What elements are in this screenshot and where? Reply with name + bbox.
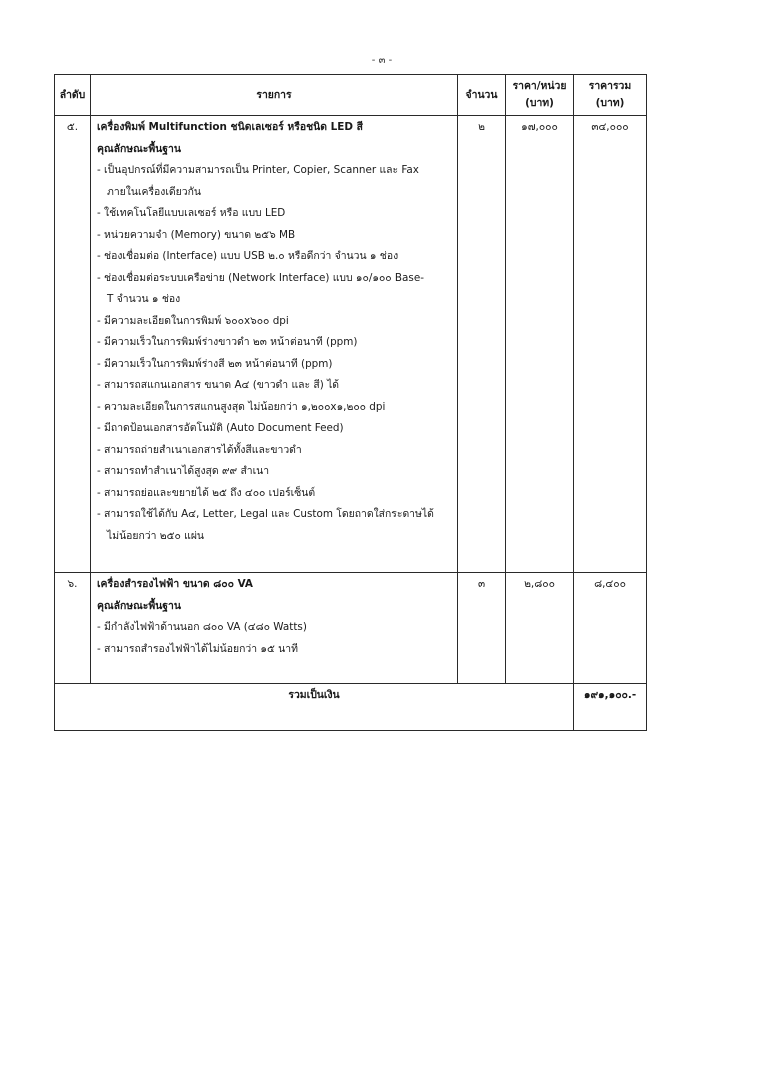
item-title: เครื่องพิมพ์ Multifunction ชนิดเลเซอร์ หรือชนิด LED สี (97, 121, 363, 133)
spec-line: - มีความเร็วในการพิมพ์ร่างขาวดำ ๒๓ หน้าต่อนาที (ppm) (97, 336, 358, 348)
spec-line: - สามารถสแกนเอกสาร ขนาด A๔ (ขาวดำ และ สี) ได้ (97, 379, 340, 391)
grand-total-value: ๑๙๑,๑๐๐.- (574, 684, 647, 731)
header-unit-price-line2: (บาท) (525, 97, 554, 109)
spec-line: - หน่วยความจำ (Memory) ขนาด ๒๕๖ MB (97, 228, 296, 241)
spec-line: - มีกำลังไฟฟ้าด้านนอก ๘๐๐ VA (๔๘๐ Watts) (97, 621, 307, 633)
item-quantity: ๓ (458, 573, 506, 684)
spec-line (97, 504, 451, 547)
header-quantity: จำนวน (458, 75, 506, 116)
spec-list (97, 160, 451, 547)
spec-text: - ช่องเชื่อมต่อระบบเครือข่าย (Network Interface) แบบ ๑๐/๑๐๐ Base- (97, 271, 424, 284)
grand-total-label: รวมเป็นเงิน (55, 684, 574, 731)
header-description: รายการ (91, 75, 458, 116)
table-header-row (55, 75, 647, 116)
spec-continuation: ภายในเครื่องเดียวกัน (107, 185, 201, 198)
page-number: - ๓ - (371, 55, 393, 66)
table-row (55, 116, 647, 573)
item-subtitle: คุณลักษณะพื้นฐาน (97, 599, 181, 612)
item-description (91, 573, 458, 684)
row-number: ๕. (55, 116, 91, 573)
item-total-price: ๘,๔๐๐ (574, 573, 647, 684)
spec-line: - สามารถสำรองไฟฟ้าได้ไม่น้อยกว่า ๑๕ นาที (97, 642, 298, 655)
spec-line: - มีความละเอียดในการพิมพ์ ๖๐๐x๖๐๐ dpi (97, 314, 289, 327)
header-unit-price (506, 75, 574, 116)
spec-continuation: ไม่น้อยกว่า ๒๕๐ แผ่น (107, 529, 205, 542)
item-subtitle: คุณลักษณะพื้นฐาน (97, 142, 181, 155)
table-row (55, 573, 647, 684)
spec-line: - ใช้เทคโนโลยีแบบเลเซอร์ หรือ แบบ LED (97, 207, 286, 219)
item-title: เครื่องสำรองไฟฟ้า ขนาด ๘๐๐ VA (97, 578, 253, 590)
grand-total-row (55, 684, 647, 731)
row-number: ๖. (55, 573, 91, 684)
spec-line (97, 160, 451, 203)
header-total-line2: (บาท) (595, 97, 625, 109)
spec-line: - สามารถถ่ายสำเนาเอกสารได้ทั้งสีและขาวดำ (97, 443, 302, 456)
spec-list (97, 617, 451, 660)
item-unit-price: ๒,๘๐๐ (506, 573, 574, 684)
spec-line: - ความละเอียดในการสแกนสูงสุด ไม่น้อยกว่า ๑,๒๐๐x๑,๒๐๐ dpi (97, 400, 386, 413)
spec-line: - มีความเร็วในการพิมพ์ร่างสี ๒๓ หน้าต่อนาที (ppm) (97, 357, 333, 370)
spec-line: - สามารถย่อและขยายได้ ๒๕ ถึง ๔๐๐ เปอร์เซ็นต์ (97, 486, 316, 499)
item-unit-price: ๑๗,๐๐๐ (506, 116, 574, 573)
header-no: ลำดับ (55, 75, 91, 116)
header-total-price (574, 75, 647, 116)
item-quantity: ๒ (458, 116, 506, 573)
header-total-line1: ราคารวม (588, 80, 632, 92)
spec-line: - มีถาดป้อนเอกสารอัตโนมัติ (Auto Document Feed) (97, 422, 344, 434)
spec-continuation: T จำนวน ๑ ช่อง (107, 293, 181, 305)
spec-text: - สามารถใช้ได้กับ A๔, Letter, Legal และ Custom โดยถาดใส่กระดาษได้ (97, 508, 434, 520)
item-total-price: ๓๔,๐๐๐ (574, 116, 647, 573)
spec-line: - สามารถทำสำเนาได้สูงสุด ๙๙ สำเนา (97, 465, 270, 477)
price-spec-table (54, 74, 647, 731)
item-description (91, 116, 458, 573)
spec-line: - ช่องเชื่อมต่อ (Interface) แบบ USB ๒.๐ หรือดีกว่า จำนวน ๑ ช่อง (97, 250, 399, 262)
spec-line (97, 268, 451, 311)
spec-text: - เป็นอุปกรณ์ที่มีความสามารถเป็น Printer, Copier, Scanner และ Fax (97, 164, 419, 176)
header-unit-price-line1: ราคา/หน่วย (512, 80, 567, 92)
